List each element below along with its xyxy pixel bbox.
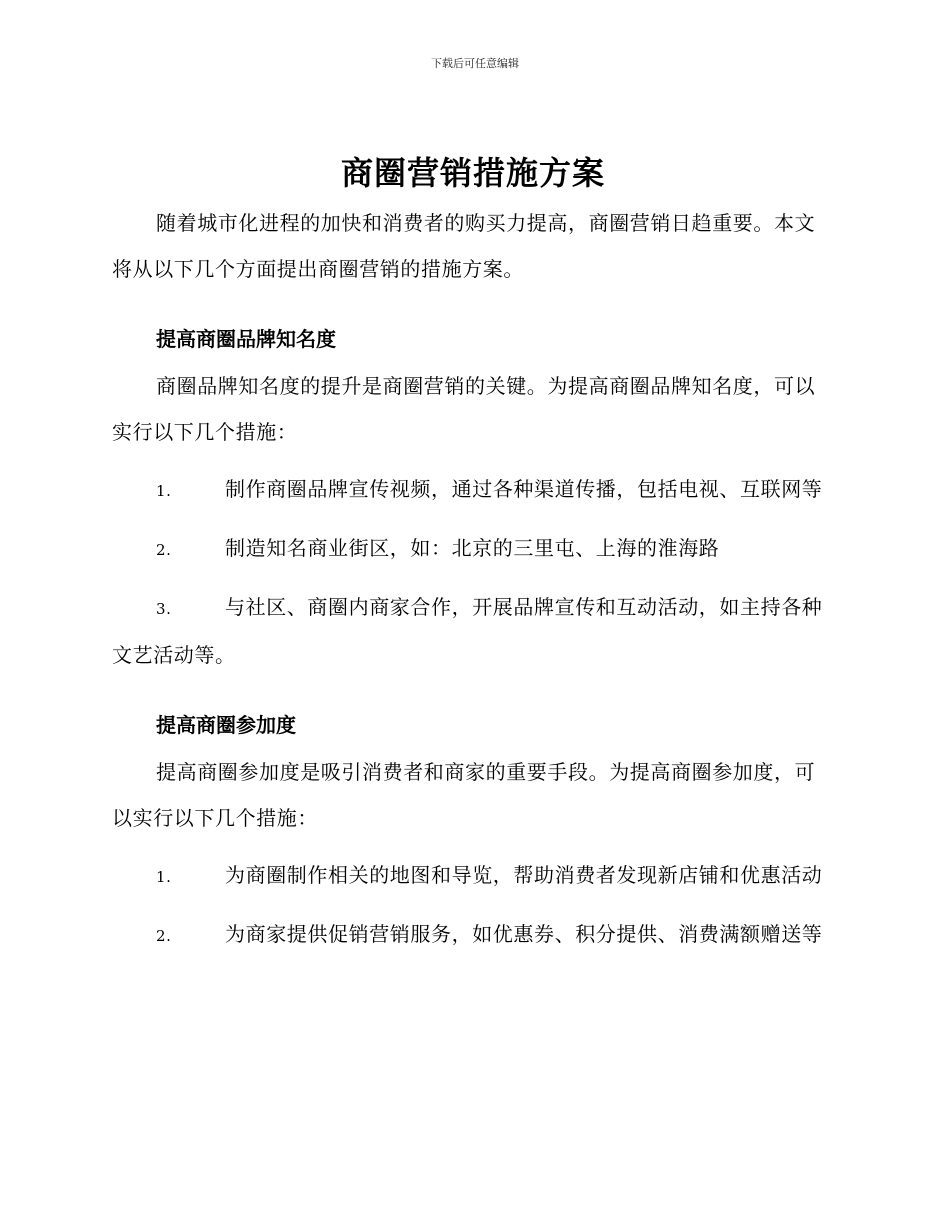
section-heading: 提高商圈参加度 — [156, 713, 296, 737]
intro-paragraph: 随着城市化进程的加快和消费者的购买力提高，商圈营销日趋重要。本文将从以下几个方面提出商圈营销的措施方案。 — [112, 211, 816, 281]
list-item-number: 2. — [156, 541, 172, 559]
document-body — [112, 150, 834, 959]
list-item — [112, 584, 834, 678]
list-item — [112, 852, 834, 900]
page-header: 下载后可任意编辑 — [431, 57, 519, 70]
list-item-number: 1. — [156, 868, 172, 886]
document-title: 商圈营销措施方案 — [340, 154, 605, 192]
section-heading: 提高商圈品牌知名度 — [156, 327, 336, 351]
list-item-number: 3. — [156, 600, 172, 618]
section-paragraph: 商圈品牌知名度的提升是商圈营销的关键。为提高商圈品牌知名度，可以实行以下几个措施： — [112, 374, 816, 444]
list-item-number: 1. — [156, 482, 172, 500]
section-paragraph: 提高商圈参加度是吸引消费者和商家的重要手段。为提高商圈参加度，可以实行以下几个措施： — [112, 760, 816, 830]
list-item — [112, 525, 834, 573]
list-item-text: 制作商圈品牌宣传视频，通过各种渠道传播，包括电视、互联网等 — [225, 477, 823, 501]
list-item-number: 2. — [156, 927, 172, 945]
list-item — [112, 466, 834, 514]
list-item-text: 为商圈制作相关的地图和导览，帮助消费者发现新店铺和优惠活动 — [225, 863, 823, 887]
list-item-text: 与社区、商圈内商家合作，开展品牌宣传和互动活动，如主持各种文艺活动等。 — [112, 595, 823, 667]
list-item-text: 制造知名商业街区，如：北京的三里屯、上海的淮海路 — [225, 536, 720, 560]
list-item-text: 为商家提供促销营销服务，如优惠券、积分提供、消费满额赠送等 — [225, 922, 823, 946]
section-participation — [112, 710, 834, 959]
list-item — [112, 911, 834, 959]
section-brand-awareness — [112, 324, 834, 678]
